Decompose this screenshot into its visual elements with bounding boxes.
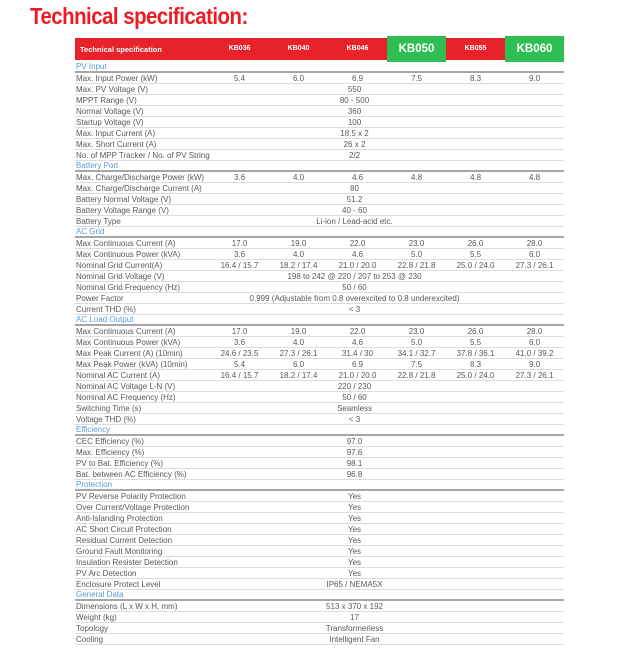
row-value-merged: 97.0 <box>346 436 363 446</box>
header-col-kb036: KB036 <box>228 45 251 52</box>
row-label: Max. Short Current (A) <box>76 139 157 149</box>
row-label: Cooling <box>76 634 104 644</box>
row-value: 8.3 <box>469 73 482 83</box>
row-value-merged: 51.2 <box>346 194 363 204</box>
row-value: 22.0 <box>349 326 366 336</box>
row-value-merged: 96.8 <box>346 469 363 479</box>
row-value-merged: 360 <box>347 106 362 116</box>
row-value-merged: 50 / 60 <box>342 392 367 402</box>
section-title: Protection <box>76 480 113 489</box>
row-value: 9.0 <box>528 73 541 83</box>
row-value: 17.0 <box>231 238 248 248</box>
row-label: AC Short Circuit Protection <box>76 524 172 534</box>
table-header-row <box>75 38 564 60</box>
row-label: Max. Input Power (kW) <box>76 73 158 83</box>
row-value-merged: 18.5 x 2 <box>340 128 369 138</box>
spec-row <box>75 139 564 150</box>
row-value-merged: 220 / 230 <box>337 381 372 391</box>
row-value: 27.3 / 26.1 <box>515 370 554 380</box>
spec-row <box>75 282 564 293</box>
row-value: 16.4 / 15.7 <box>220 260 259 270</box>
spec-row <box>75 414 564 425</box>
row-value-merged: 100 <box>347 117 362 127</box>
row-value-merged: < 3 <box>348 304 361 314</box>
spec-row <box>75 447 564 458</box>
row-value: 23.0 <box>408 238 425 248</box>
row-label: Anti-Islanding Protection <box>76 513 163 523</box>
row-label: Startup Voltage (V) <box>76 117 144 127</box>
row-value-merged: 97.6 <box>346 447 363 457</box>
spec-row <box>75 326 564 337</box>
spec-row <box>75 359 564 370</box>
spec-row <box>75 381 564 392</box>
spec-row <box>75 271 564 282</box>
row-value: 4.8 <box>469 172 482 182</box>
row-value: 22.8 / 21.8 <box>397 370 436 380</box>
row-value: 27.3 / 26.1 <box>279 348 318 358</box>
row-value-merged: 0.999 (Adjustable from 0.8 overexcited to 0.8 underexcited) <box>249 293 460 303</box>
row-value: 6.9 <box>351 73 364 83</box>
row-label: Bat. between AC Efficiency (%) <box>76 469 187 479</box>
spec-row <box>75 513 564 524</box>
row-value: 28.0 <box>526 326 543 336</box>
row-label: No. of MPP Tracker / No. of PV String <box>76 150 210 160</box>
row-value-merged: 17 <box>350 612 359 622</box>
row-value: 9.0 <box>528 359 541 369</box>
row-label: Enclosure Protect Level <box>76 579 161 589</box>
spec-row <box>75 337 564 348</box>
row-label: Ground Fault Monitoring <box>76 546 163 556</box>
row-value-merged: Yes <box>347 535 362 545</box>
section-row <box>75 480 564 491</box>
row-value: 23.0 <box>408 326 425 336</box>
spec-row <box>75 216 564 227</box>
row-value: 3.6 <box>233 249 246 259</box>
row-value: 6.0 <box>528 337 541 347</box>
row-value: 31.4 / 30 <box>341 348 374 358</box>
section-row <box>75 62 564 73</box>
row-value-merged: < 3 <box>348 414 361 424</box>
spec-row <box>75 370 564 381</box>
row-value-merged: 50 / 60 <box>342 282 367 292</box>
row-value: 19.0 <box>290 326 307 336</box>
row-label: Nominal Grid Frequency (Hz) <box>76 282 181 292</box>
row-label: Nominal AC Voltage L-N (V) <box>76 381 176 391</box>
section-row <box>75 315 564 326</box>
spec-row <box>75 150 564 161</box>
row-label: Max Continuous Current (A) <box>76 326 176 336</box>
row-value: 4.6 <box>351 172 364 182</box>
row-value-merged: 40 - 60 <box>342 205 367 215</box>
row-label: Max. PV Voltage (V) <box>76 84 149 94</box>
spec-row <box>75 403 564 414</box>
spec-row <box>75 172 564 183</box>
row-value: 6.9 <box>351 359 364 369</box>
row-label: Nominal Grid Current(A) <box>76 260 163 270</box>
row-label: Max Continuous Power (kVA) <box>76 249 181 259</box>
row-label: Battery Normal Voltage (V) <box>76 194 172 204</box>
spec-row <box>75 612 564 623</box>
table-body <box>75 62 564 645</box>
row-label: MPPT Range (V) <box>76 95 137 105</box>
row-value: 4.8 <box>410 172 423 182</box>
spec-row <box>75 491 564 502</box>
spec-row <box>75 469 564 480</box>
row-value-merged: Yes <box>347 491 362 501</box>
row-value: 27.3 / 26.1 <box>515 260 554 270</box>
row-value-merged: 2/2 <box>348 150 361 160</box>
row-value: 18.2 / 17.4 <box>279 370 318 380</box>
section-row <box>75 425 564 436</box>
row-label: Max Continuous Power (kVA) <box>76 337 181 347</box>
row-label: Over Current/Voltage Protection <box>76 502 190 512</box>
row-value: 5.0 <box>410 337 423 347</box>
row-value: 26.0 <box>467 326 484 336</box>
row-value-merged: 198 to 242 @ 220 / 207 to 253 @ 230 <box>287 271 422 281</box>
row-value-merged: Yes <box>347 502 362 512</box>
spec-row <box>75 392 564 403</box>
spec-row <box>75 249 564 260</box>
row-label: Nominal AC Frequency (Hz) <box>76 392 176 402</box>
row-value: 4.6 <box>351 249 364 259</box>
row-value-merged: 513 x 370 x 192 <box>326 601 383 611</box>
row-label: Residual Current Detection <box>76 535 173 545</box>
row-value: 16.4 / 15.7 <box>220 370 259 380</box>
section-title: Battery Port <box>76 161 119 170</box>
row-value-merged: Yes <box>347 557 362 567</box>
row-label: Max Peak Power (kVA) (10min) <box>76 359 188 369</box>
row-value: 34.1 / 32.7 <box>397 348 436 358</box>
row-value: 18.2 / 17.4 <box>279 260 318 270</box>
section-title: General Data <box>76 590 124 599</box>
spec-row <box>75 128 564 139</box>
spec-table <box>75 38 564 645</box>
section-row <box>75 227 564 238</box>
spec-row <box>75 524 564 535</box>
spec-row <box>75 568 564 579</box>
row-value: 21.0 / 20.0 <box>338 260 377 270</box>
row-value-merged: 98.1 <box>346 458 363 468</box>
spec-row <box>75 623 564 634</box>
spec-row <box>75 106 564 117</box>
row-value: 7.5 <box>410 73 423 83</box>
row-label: Current THD (%) <box>76 304 136 314</box>
row-value: 3.6 <box>233 337 246 347</box>
section-title: AC Load Output <box>76 315 134 324</box>
row-value: 25.0 / 24.0 <box>456 370 495 380</box>
row-value: 6.0 <box>292 73 305 83</box>
row-label: Nominal AC Current (A) <box>76 370 161 380</box>
header-col-kb046: KB046 <box>346 45 369 52</box>
row-value: 19.0 <box>290 238 307 248</box>
row-value: 5.4 <box>233 359 246 369</box>
row-value: 17.0 <box>231 326 248 336</box>
row-label: Voltage THD (%) <box>76 414 136 424</box>
spec-row <box>75 546 564 557</box>
spec-row <box>75 579 564 590</box>
row-label: Dimensions (L x W x H, mm) <box>76 601 178 611</box>
spec-row <box>75 73 564 84</box>
row-value-merged: Li-ion / Lead-acid etc. <box>316 216 393 226</box>
row-value: 5.4 <box>233 73 246 83</box>
section-title: Efficiency <box>76 425 111 434</box>
row-value: 4.0 <box>292 249 305 259</box>
header-columns <box>210 36 564 62</box>
row-label: Switching Time (s) <box>76 403 142 413</box>
row-label: Nominal Grid Voltage (V) <box>76 271 165 281</box>
row-value: 37.8 / 36.1 <box>456 348 495 358</box>
row-value-merged: Yes <box>347 568 362 578</box>
row-label: Max. Input Current (A) <box>76 128 156 138</box>
header-col-kb050: KB050 <box>387 36 446 62</box>
row-value: 7.5 <box>410 359 423 369</box>
row-label: Battery Type <box>76 216 121 226</box>
row-value: 24.6 / 23.5 <box>220 348 259 358</box>
spec-row <box>75 117 564 128</box>
row-label: PV Arc Detection <box>76 568 137 578</box>
spec-row <box>75 293 564 304</box>
spec-row <box>75 84 564 95</box>
section-title: PV Input <box>76 62 107 71</box>
section-row <box>75 161 564 172</box>
row-value: 8.3 <box>469 359 482 369</box>
page-title: Technical specification: <box>30 4 248 30</box>
row-value: 22.8 / 21.8 <box>397 260 436 270</box>
spec-row <box>75 502 564 513</box>
spec-row <box>75 436 564 447</box>
row-value-merged: Yes <box>347 546 362 556</box>
row-label: Topology <box>76 623 109 633</box>
spec-row <box>75 205 564 216</box>
row-value-merged: 26 x 2 <box>343 139 366 149</box>
spec-row <box>75 634 564 645</box>
spec-row <box>75 348 564 359</box>
row-label: Battery Voltage Range (V) <box>76 205 169 215</box>
row-value: 5.0 <box>410 249 423 259</box>
spec-row <box>75 458 564 469</box>
row-label: PV Reverse Polarity Protection <box>76 491 186 501</box>
row-value: 4.0 <box>292 337 305 347</box>
row-value: 6.0 <box>528 249 541 259</box>
row-value: 4.0 <box>292 172 305 182</box>
row-value: 41.0 / 39.2 <box>515 348 554 358</box>
spec-row <box>75 535 564 546</box>
row-value-merged: 550 <box>347 84 362 94</box>
row-value: 5.5 <box>469 249 482 259</box>
row-value: 4.6 <box>351 337 364 347</box>
row-value: 3.6 <box>233 172 246 182</box>
spec-row <box>75 183 564 194</box>
row-value: 6.0 <box>292 359 305 369</box>
header-col-kb040: KB040 <box>287 45 310 52</box>
row-label: CEC Efficiency (%) <box>76 436 144 446</box>
spec-row <box>75 557 564 568</box>
row-value: 4.8 <box>528 172 541 182</box>
row-value: 28.0 <box>526 238 543 248</box>
row-label: Max. Charge/Discharge Current (A) <box>76 183 202 193</box>
row-value: 21.0 / 20.0 <box>338 370 377 380</box>
row-label: PV to Bat. Efficiency (%) <box>76 458 163 468</box>
row-value: 25.0 / 24.0 <box>456 260 495 270</box>
header-col-kb060: KB060 <box>505 36 564 62</box>
spec-row <box>75 601 564 612</box>
row-value: 26.0 <box>467 238 484 248</box>
row-value-merged: 80 <box>350 183 359 193</box>
row-label: Insulation Resister Detection <box>76 557 178 567</box>
row-value: 5.5 <box>469 337 482 347</box>
spec-row <box>75 238 564 249</box>
spec-row <box>75 304 564 315</box>
row-label: Max. Charge/Discharge Power (kW) <box>76 172 205 182</box>
row-value-merged: IP65 / NEMA5X <box>326 579 383 589</box>
row-value-merged: Yes <box>347 524 362 534</box>
row-value-merged: Seamless <box>336 403 373 413</box>
header-col-kb055: KB055 <box>464 45 487 52</box>
row-value-merged: 80 - 500 <box>339 95 370 105</box>
spec-row <box>75 260 564 271</box>
row-label: Max. Efficiency (%) <box>76 447 145 457</box>
row-value-merged: Yes <box>347 513 362 523</box>
row-label: Normal Voltage (V) <box>76 106 144 116</box>
row-value-merged: Transformerless <box>325 623 384 633</box>
row-value: 22.0 <box>349 238 366 248</box>
table-header-label: Technical specification <box>80 44 162 54</box>
spec-row <box>75 95 564 106</box>
section-title: AC Grid <box>76 227 105 236</box>
section-row <box>75 590 564 601</box>
spec-row <box>75 194 564 205</box>
row-label: Max Peak Current (A) (10min) <box>76 348 183 358</box>
row-label: Weight (kg) <box>76 612 117 622</box>
row-label: Power Factor <box>76 293 124 303</box>
row-label: Max Continuous Current (A) <box>76 238 176 248</box>
row-value-merged: Intelligent Fan <box>329 634 380 644</box>
